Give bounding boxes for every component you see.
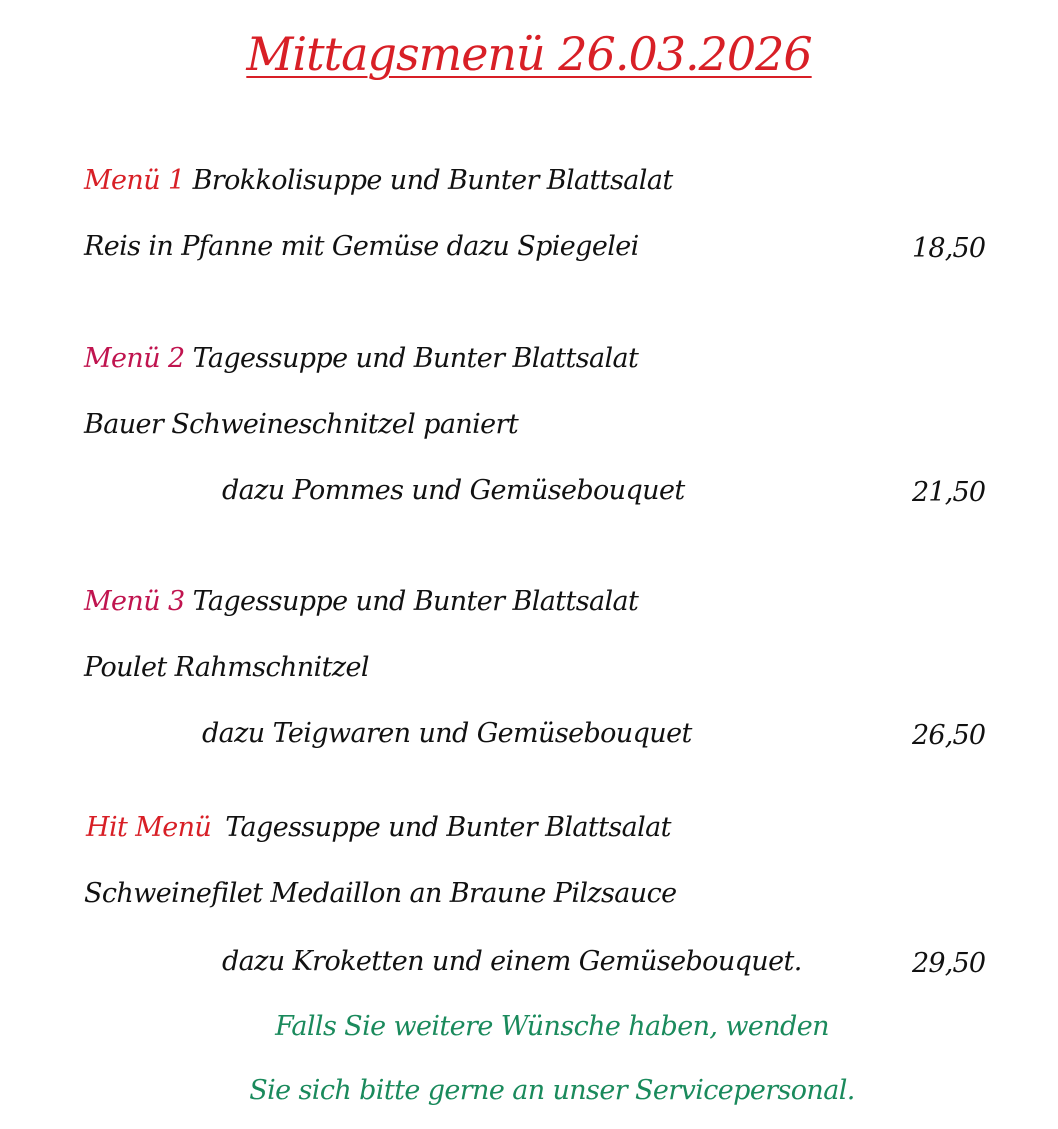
hit-menu-side: dazu Kroketten und einem Gemüsebouquet. bbox=[222, 946, 802, 977]
service-note-line-2: Sie sich bitte gerne an unser Servicepersonal. bbox=[249, 1075, 855, 1106]
menu-2-price: 21,50 bbox=[912, 477, 986, 508]
menu-3-starter: Tagessuppe und Bunter Blattsalat bbox=[192, 586, 639, 617]
menu-1-label: Menü 1 bbox=[84, 165, 185, 196]
menu-2-label: Menü 2 bbox=[84, 343, 185, 374]
hit-menu-starter-line bbox=[86, 811, 671, 845]
menu-3-price: 26,50 bbox=[912, 720, 986, 751]
menu-title: Mittagsmenü 26.03.2026 bbox=[246, 27, 812, 81]
menu-1-main: Reis in Pfanne mit Gemüse dazu Spiegelei bbox=[84, 231, 639, 262]
service-note-line-1: Falls Sie weitere Wünsche haben, wenden bbox=[275, 1011, 829, 1042]
menu-1-starter-line bbox=[84, 164, 673, 198]
menu-3-label: Menü 3 bbox=[84, 586, 185, 617]
menu-3-main: Poulet Rahmschnitzel bbox=[84, 652, 369, 683]
hit-menu-starter: Tagessuppe und Bunter Blattsalat bbox=[225, 812, 671, 843]
hit-menu-label: Hit Menü bbox=[86, 812, 212, 843]
menu-2-main: Bauer Schweineschnitzel paniert bbox=[84, 409, 519, 440]
menu-1-starter: Brokkolisuppe und Bunter Blattsalat bbox=[192, 165, 673, 196]
hit-menu-main: Schweinefilet Medaillon an Braune Pilzsauce bbox=[84, 878, 677, 909]
menu-2-starter-line bbox=[84, 342, 638, 376]
menu-3-side: dazu Teigwaren und Gemüsebouquet bbox=[202, 718, 692, 749]
menu-1-price: 18,50 bbox=[912, 233, 986, 264]
hit-menu-price: 29,50 bbox=[912, 948, 986, 979]
menu-3-starter-line bbox=[84, 585, 638, 619]
menu-2-side: dazu Pommes und Gemüsebouquet bbox=[222, 475, 685, 506]
menu-2-starter: Tagessuppe und Bunter Blattsalat bbox=[192, 343, 639, 374]
